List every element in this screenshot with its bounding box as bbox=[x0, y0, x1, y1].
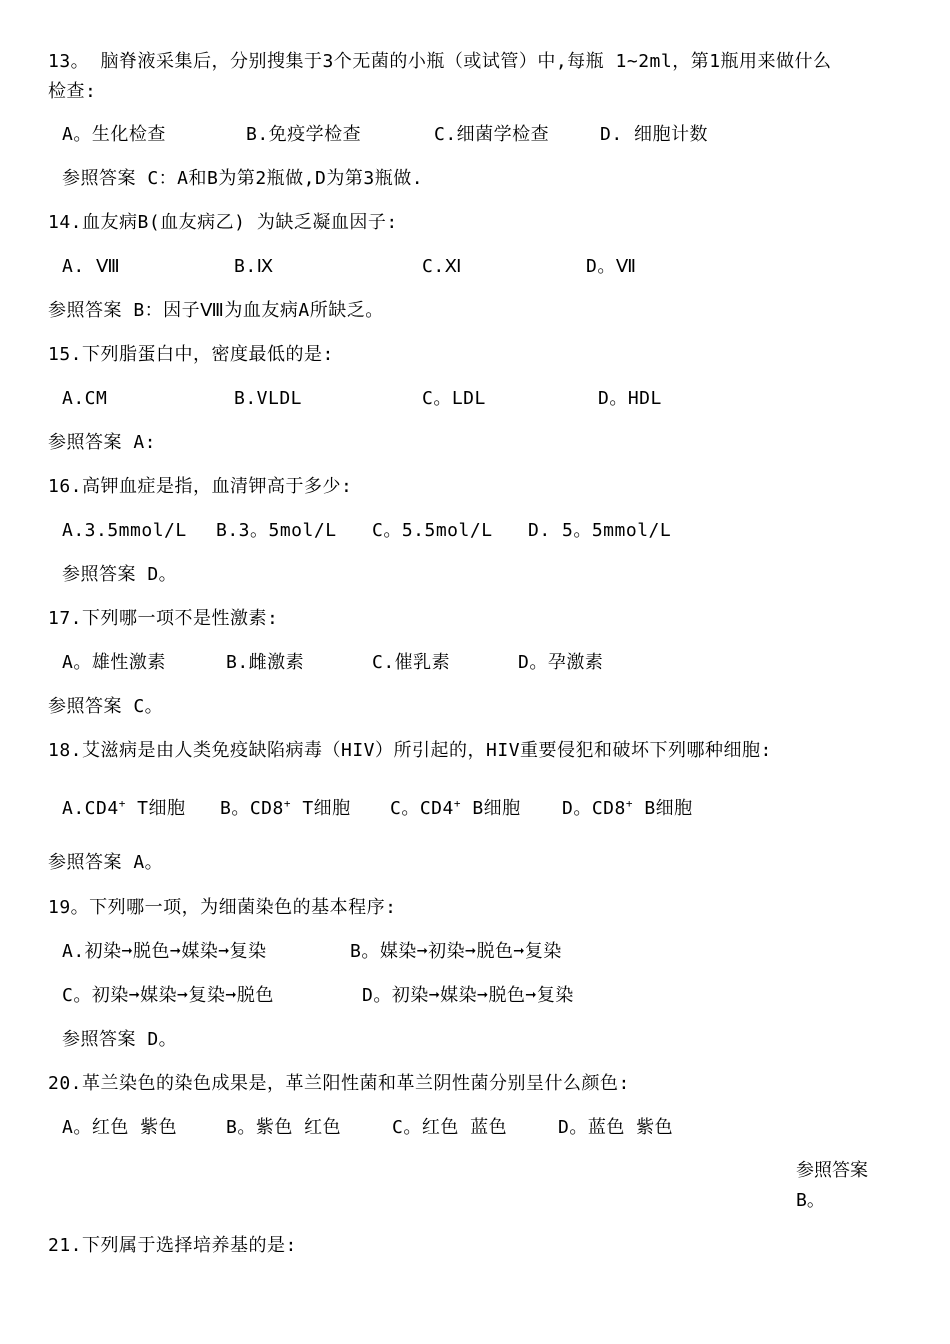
q20-option-d: D。蓝色 紫色 bbox=[558, 1117, 674, 1138]
question-13-text: 13。 脑脊液采集后，分别搜集于3个无菌的小瓶（或试管）中,每瓶 1~2ml，第1瓶用来做什么 bbox=[48, 51, 832, 72]
q20-answer-label: 参照答案 bbox=[796, 1160, 868, 1181]
q18-option-b-main: B。CD8 bbox=[220, 798, 284, 819]
q18-option-c-rest: B细胞 bbox=[460, 798, 521, 819]
q16-answer: 参照答案 D。 bbox=[62, 564, 178, 585]
q13-answer: 参照答案 C：A和B为第2瓶做,D为第3瓶做. bbox=[62, 168, 424, 189]
q16-option-a: A.3.5mmol/L bbox=[62, 520, 187, 541]
q18-option-d-sup: + bbox=[625, 797, 633, 810]
q18-option-c-sup: + bbox=[453, 797, 461, 810]
q18-answer: 参照答案 A。 bbox=[48, 852, 164, 873]
q14-option-c: C.Ⅺ bbox=[422, 256, 462, 277]
question-16-text: 16.高钾血症是指，血清钾高于多少: bbox=[48, 476, 353, 497]
question-18-text: 18.艾滋病是由人类免疫缺陷病毒（HIV）所引起的，HIV重要侵犯和破坏下列哪种细胞: bbox=[48, 740, 772, 761]
q19-option-c: C。初染➞媒染➞复染➞脱色 bbox=[62, 985, 274, 1006]
q15-option-c: C。LDL bbox=[422, 388, 486, 409]
q17-option-c: C.催乳素 bbox=[372, 652, 451, 673]
q17-option-a: A。雄性激素 bbox=[62, 652, 166, 673]
q14-option-b: B.Ⅸ bbox=[234, 256, 274, 277]
q13-option-d: D. 细胞计数 bbox=[600, 124, 709, 145]
q19-option-a: A.初染➞脱色➞媒染➞复染 bbox=[62, 941, 267, 962]
q19-option-b: B。媒染➞初染➞脱色➞复染 bbox=[350, 941, 562, 962]
question-20-text: 20.革兰染色的染色成果是，革兰阳性菌和革兰阴性菌分别呈什么颜色: bbox=[48, 1073, 630, 1094]
q20-option-c: C。红色 蓝色 bbox=[392, 1117, 508, 1138]
q15-answer: 参照答案 A: bbox=[48, 432, 157, 453]
q20-option-a: A。红色 紫色 bbox=[62, 1117, 178, 1138]
q14-option-a: A. Ⅷ bbox=[62, 256, 121, 277]
q19-option-d: D。初染➞媒染➞脱色➞复染 bbox=[362, 985, 574, 1006]
question-21-text: 21.下列属于选择培养基的是: bbox=[48, 1235, 297, 1256]
q17-answer: 参照答案 C。 bbox=[48, 696, 164, 717]
q20-answer-value: B。 bbox=[796, 1190, 825, 1211]
q16-option-d: D. 5。5mmol/L bbox=[528, 520, 672, 541]
q18-option-b-rest: T细胞 bbox=[290, 798, 351, 819]
question-17-text: 17.下列哪一项不是性激素: bbox=[48, 608, 279, 629]
q13-option-c: C.细菌学检查 bbox=[434, 124, 550, 145]
q19-answer: 参照答案 D。 bbox=[62, 1029, 178, 1050]
q20-option-b: B。紫色 红色 bbox=[226, 1117, 342, 1138]
q18-option-d-main: D。CD8 bbox=[562, 798, 626, 819]
q14-option-d: D。Ⅶ bbox=[586, 256, 637, 277]
q15-option-d: D。HDL bbox=[598, 388, 662, 409]
question-13-text-cont: 检查: bbox=[48, 81, 97, 102]
q15-option-b: B.VLDL bbox=[234, 388, 303, 409]
q16-option-c: C。5.5mol/L bbox=[372, 520, 493, 541]
q18-option-c-main: C。CD4 bbox=[390, 798, 454, 819]
q18-option-a-rest: T细胞 bbox=[125, 798, 186, 819]
q18-option-b-sup: + bbox=[283, 797, 291, 810]
question-19-text: 19。下列哪一项，为细菌染色的基本程序: bbox=[48, 897, 397, 918]
q15-option-a: A.CM bbox=[62, 388, 108, 409]
question-15-text: 15.下列脂蛋白中，密度最低的是: bbox=[48, 344, 334, 365]
q17-option-b: B.雌激素 bbox=[226, 652, 305, 673]
q18-option-a-main: A.CD4 bbox=[62, 798, 119, 819]
q18-option-b bbox=[220, 797, 351, 821]
q18-option-c bbox=[390, 797, 521, 821]
q16-option-b: B.3。5mol/L bbox=[216, 520, 337, 541]
q14-answer: 参照答案 B：因子Ⅷ为血友病A所缺乏。 bbox=[48, 300, 384, 321]
q18-option-a-sup: + bbox=[118, 797, 126, 810]
q18-option-a bbox=[62, 797, 186, 821]
q17-option-d: D。孕激素 bbox=[518, 652, 604, 673]
q13-option-a: A。生化检查 bbox=[62, 124, 166, 145]
question-14-text: 14.血友病B(血友病乙) 为缺乏凝血因子: bbox=[48, 212, 398, 233]
q18-option-d-rest: B细胞 bbox=[632, 798, 693, 819]
q13-option-b: B.免疫学检查 bbox=[246, 124, 362, 145]
q18-option-d bbox=[562, 797, 693, 821]
